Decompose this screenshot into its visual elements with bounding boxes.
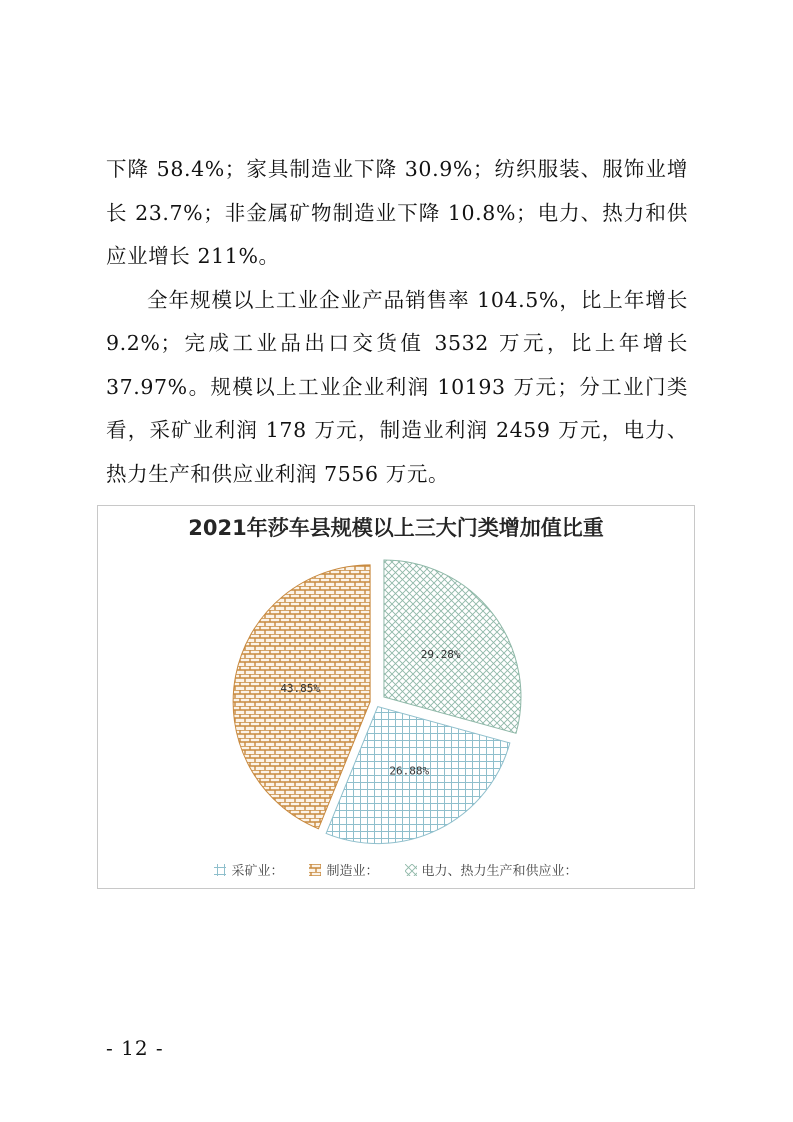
- page-number: - 12 -: [106, 1036, 164, 1060]
- legend-swatch-power-icon: [405, 864, 417, 876]
- legend-swatch-manufacturing-icon: [309, 864, 321, 876]
- chart-legend: [98, 860, 694, 879]
- paragraph-2: 全年规模以上工业企业产品销售率 104.5%，比上年增长 9.2%；完成工业品出口交货值 3532 万元，比上年增长 37.97%。规模以上工业企业利润 10193 万元；分工业门类看，采矿业利润 178 万元，制造业利润 2459 万元，电力、热力生产和供应业利润 7556 万元。: [106, 287, 688, 486]
- legend-label-power: 电力、热力生产和供应业：: [421, 864, 578, 879]
- legend-label-mining: 采矿业：: [231, 864, 284, 879]
- pie-chart-canvas: [98, 506, 694, 888]
- legend-label-manufacturing: 制造业：: [326, 864, 379, 879]
- legend-item-manufacturing: [309, 860, 378, 879]
- chart-title: 2021年莎车县规模以上三大门类增加值比重: [188, 516, 604, 540]
- legend-item-mining: [214, 860, 283, 879]
- pie-chart: [97, 505, 695, 889]
- data-label-mining: 26.88%: [389, 764, 430, 778]
- legend-item-power: [405, 860, 578, 879]
- paragraph-1: 下降 58.4%；家具制造业下降 30.9%；纺织服装、服饰业增长 23.7%；非金属矿物制造业下降 10.8%；电力、热力和供应业增长 211%。: [106, 157, 688, 268]
- data-label-manufacturing: 43.85%: [280, 682, 321, 696]
- body-text: [106, 148, 688, 496]
- pie-slice-power: [384, 560, 521, 733]
- legend-swatch-mining-icon: [214, 864, 226, 876]
- data-label-power: 29.28%: [420, 647, 461, 661]
- pie-slices: [233, 560, 521, 844]
